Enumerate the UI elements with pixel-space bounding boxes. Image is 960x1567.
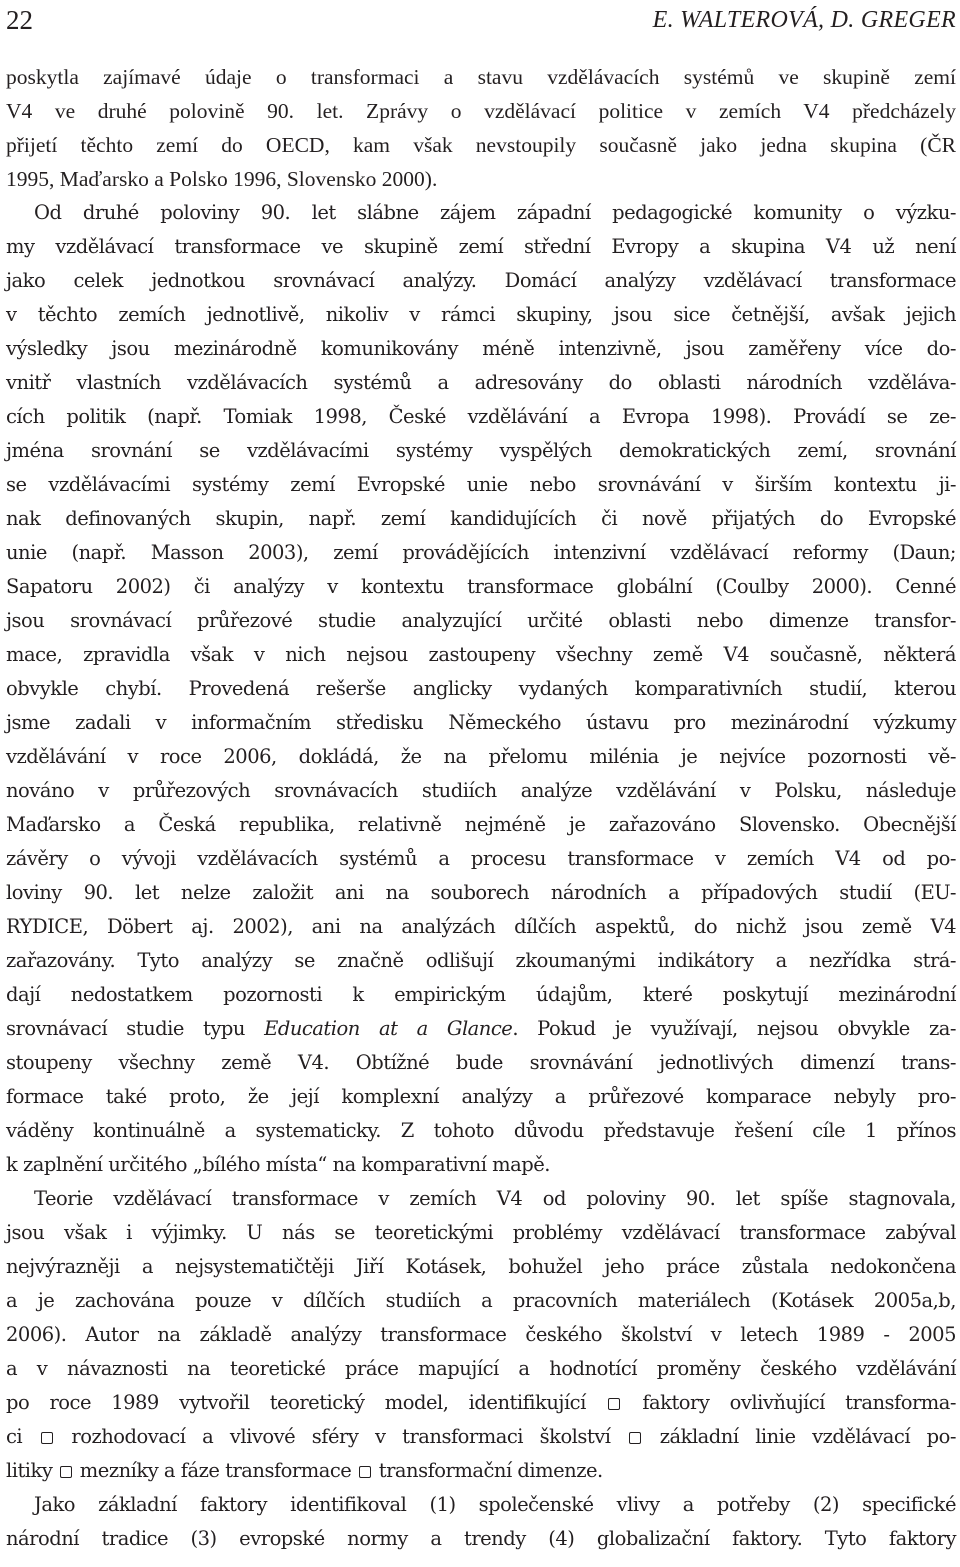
text-line: stoupeny všechny země V4. Obtížné bude srovnávání jednotlivých dimenzí trans- — [6, 1051, 956, 1074]
text-line: cích politik (např. Tomiak 1998, České vzdělávání a Evropa 1998). Provádí se ze- — [6, 405, 956, 428]
text-line: závěry o vývoji vzdělávacích systémů a procesu transformace v zemích V4 od po- — [6, 847, 956, 870]
text-line: vnitř vlastních vzdělávacích systémů a adresovány do oblasti národních vzděláva- — [6, 371, 956, 394]
text-line: po roce 1989 vytvořil teoretický model, identifikující faktory ovlivňující transforma- — [6, 1391, 956, 1414]
box-bullet-icon — [60, 1466, 72, 1478]
paragraph-first-line: Jako základní faktory identifikoval (1) společenské vlivy a potřeby (2) specifické — [34, 1493, 956, 1516]
text-line: 2006). Autor na základě analýzy transformace českého školství v letech 1989 - 2005 — [6, 1323, 956, 1346]
text-line: a v návaznosti na teoretické práce mapující a hodnotící proměny českého vzdělávání — [6, 1357, 956, 1380]
text-line: jsou srovnávací průřezové studie analyzující určité oblasti nebo dimenze transfor- — [6, 609, 956, 632]
text-line: výsledky jsou mezinárodně komunikovány méně intenzivně, jsou zaměřeny více do- — [6, 337, 956, 360]
text-line: unie (např. Masson 2003), zemí provádějících intenzivní vzdělávací reformy (Daun; — [6, 541, 956, 564]
text-line: formace také proto, že její komplexní analýzy a průřezové komparace nebyly pro- — [6, 1085, 956, 1108]
text-line: Sapatoru 2002) či analýzy v kontextu transformace globální (Coulby 2000). Cenné — [6, 575, 956, 598]
italic-title: Education at a Glance — [264, 1017, 513, 1040]
text-line: srovnávací studie typu Education at a Glance. Pokud je využívají, nejsou obvykle za- — [6, 1017, 956, 1040]
text-line: obvykle chybí. Provedená rešerše anglicky vydaných komparativních studií, kterou — [6, 677, 956, 700]
text-line: jako celek jednotkou srovnávací analýzy. Domácí analýzy vzdělávací transformace — [6, 269, 956, 292]
text-line: jména srovnání se vzdělávacími systémy vyspělých demokratických zemí, srovnání — [6, 439, 956, 462]
text-line: jsou však i výjimky. U nás se teoretickými problémy vzdělávací transformace zabýval — [6, 1221, 956, 1244]
text-line: loviny 90. let nelze založit ani na souborech národních a případových studií (EU- — [6, 881, 956, 904]
text-line: RYDICE, Döbert aj. 2002), ani na analýzách dílčích aspektů, do nichž jsou země V4 — [6, 915, 956, 938]
text-line: se vzdělávacími systémy zemí Evropské unie nebo srovnávání v širším kontextu ji- — [6, 473, 956, 496]
paragraph-first-line: Od druhé poloviny 90. let slábne zájem západní pedagogické komunity o výzku- — [34, 201, 956, 224]
text-line: v těchto zemích jednotlivě, nikoliv v rámci skupiny, jsou sice četnější, avšak jejich — [6, 303, 956, 326]
text-line: my vzdělávací transformace ve skupině zemí střední Evropy a skupina V4 už není — [6, 235, 956, 258]
text-line: k zaplnění určitého „bílého místa“ na komparativní mapě. — [6, 1153, 551, 1176]
text-line: litiky mezníky a fáze transformace transformační dimenze. — [6, 1459, 603, 1482]
text-line: nak definovaných skupin, např. zemí kandidujících či nově přijatých do Evropské — [6, 507, 956, 530]
box-bullet-icon — [359, 1466, 371, 1478]
running-head: E. WALTEROVÁ, D. GREGER — [652, 7, 956, 33]
text-line: V4 ve druhé polovině 90. let. Zprávy o vzdělávací politice v zemích V4 předcházely — [6, 99, 956, 123]
text-line: Maďarsko a Česká republika, relativně nejméně je zařazováno Slovensko. Obecnější — [6, 813, 956, 836]
text-line: dají nedostatkem pozornosti k empirickým údajům, které poskytují mezinárodní — [6, 983, 956, 1006]
box-bullet-icon — [629, 1432, 641, 1444]
text-line: nejvýrazněji a nejsystematičtěji Jiří Kotásek, bohužel jeho práce zůstala nedokončena — [6, 1255, 956, 1278]
page-number: 22 — [6, 5, 33, 35]
text-line: mace, zpravidla však v nich nejsou zastoupeny všechny země V4 současně, některá — [6, 643, 956, 666]
text-line: a je zachována pouze v dílčích studiích a pracovních materiálech (Kotásek 2005a,b, — [6, 1289, 956, 1312]
text-line: 1995, Maďarsko a Polsko 1996, Slovensko 2000). — [6, 167, 438, 191]
body-text — [6, 60, 956, 1556]
text-line: ci rozhodovací a vlivové sféry v transformaci školství základní linie vzdělávací po- — [6, 1425, 956, 1448]
text-line: váděny kontinuálně a systematicky. Z tohoto důvodu představuje řešení cíle 1 přínos — [6, 1119, 956, 1142]
box-bullet-icon — [608, 1398, 620, 1410]
text-line: jsme zadali v informačním středisku Německého ústavu pro mezinárodní výzkumy — [6, 711, 956, 734]
text-line: poskytla zajímavé údaje o transformaci a stavu vzdělávacích systémů ve skupině zemí — [6, 65, 956, 89]
text-line: vzdělávání v roce 2006, dokládá, že na přelomu milénia je nejvíce pozornosti vě- — [6, 745, 956, 768]
text-line: nováno v průřezových srovnávacích studiích analýze vzdělávání v Polsku, následuje — [6, 779, 956, 802]
paragraph-first-line: Teorie vzdělávací transformace v zemích V4 od poloviny 90. let spíše stagnovala, — [34, 1187, 956, 1210]
text-line: národní tradice (3) evropské normy a trendy (4) globalizační faktory. Tyto faktory — [6, 1527, 956, 1550]
box-bullet-icon — [41, 1432, 53, 1444]
text-line: zařazovány. Tyto analýzy se značně odlišují zkoumanými indikátory a nezřídka strá- — [6, 949, 956, 972]
text-line: přijetí těchto zemí do OECD, kam však nevstoupily současně jako jedna skupina (ČR — [6, 133, 956, 157]
